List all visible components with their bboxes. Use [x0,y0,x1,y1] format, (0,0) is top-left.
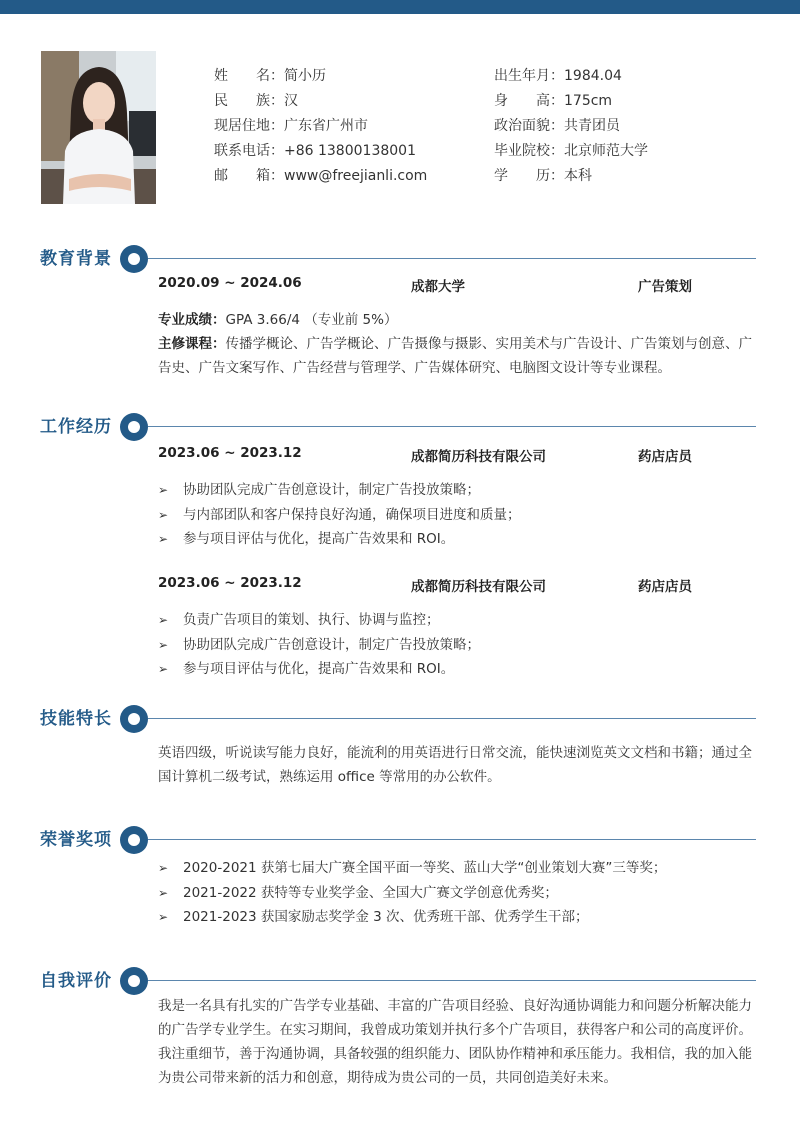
entry-date: 2023.06 ~ 2023.12 [158,575,302,591]
info-value: 共青团员 [564,118,620,134]
list-item [158,527,758,552]
honors-list [158,856,758,930]
entry-role: 药店店员 [638,579,692,595]
colon: ： [270,93,284,109]
circle-ring-icon [120,967,148,995]
info-label: 毕业院校 [494,143,550,159]
arrow-bullet-icon: ➢ [158,662,169,676]
education-entry-header [158,275,758,295]
circle-ring-icon [120,826,148,854]
entry-role: 药店店员 [638,449,692,465]
info-political [494,114,648,139]
section-divider [148,718,756,719]
info-degree [494,164,648,189]
colon: ： [550,93,564,109]
section-self-evaluation [40,966,756,996]
colon: ： [270,118,284,134]
list-item [158,905,758,930]
entry-major: 广告策划 [638,279,692,295]
info-label: 联系电话 [214,143,270,159]
list-item [158,657,758,682]
entry-company: 成都简历科技有限公司 [411,579,546,595]
entry-school: 成都大学 [411,279,465,295]
info-value: 1984.04 [564,68,622,84]
arrow-bullet-icon: ➢ [158,861,169,875]
honor-text: 2020-2021 获第七届大广赛全国平面一等奖、蓝山大学“创业策划大赛”三等奖； [183,860,667,876]
info-value: 本科 [564,168,592,184]
arrow-bullet-icon: ➢ [158,637,169,652]
section-divider [148,426,756,427]
list-item [158,608,758,633]
courses-line [158,332,758,380]
section-title: 技能特长 [40,709,112,729]
basic-info-left [214,64,427,189]
info-label: 现居住地 [214,118,270,134]
info-residence [214,114,427,139]
courses-label: 主修课程： [158,336,226,352]
circle-ring-icon [120,413,148,441]
colon: ： [270,168,284,184]
entry-date: 2023.06 ~ 2023.12 [158,445,302,461]
colon: ： [550,68,564,84]
circle-ring-icon [120,705,148,733]
info-label: 姓名 [214,68,270,84]
section-title: 工作经历 [40,417,112,437]
skills-text: 英语四级，听说读写能力良好，能流利的用英语进行日常交流，能快速浏览英文文档和书籍；通过全国计算机二级考试，熟练运用 office 等常用的办公软件。 [158,745,752,785]
portrait-image [41,51,156,204]
section-work [40,412,756,442]
info-value: 175cm [564,93,613,109]
arrow-bullet-icon: ➢ [158,885,169,900]
info-value: 汉 [284,93,298,109]
honor-text: 2021-2022 获特等专业奖学金、全国大广赛文学创意优秀奖； [183,884,558,901]
info-label: 民族 [214,93,270,109]
job-entry-header [158,575,758,595]
job-duties-list [158,478,758,552]
profile-photo [41,51,156,204]
list-item [158,633,758,658]
duty-text: 协助团队完成广告创意设计，制定广告投放策略； [183,482,480,498]
info-ethnicity [214,89,427,114]
top-accent-bar [0,0,800,14]
duty-text: 负责广告项目的策划、执行、协调与监控； [183,612,440,628]
colon: ： [270,143,284,159]
info-label: 政治面貌 [494,118,550,134]
info-label: 出生年月 [494,68,550,84]
section-divider [148,258,756,259]
entry-date: 2020.09 ~ 2024.06 [158,275,302,291]
colon: ： [270,68,284,84]
info-label: 学历 [494,168,550,184]
info-value: 北京师范大学 [564,143,648,159]
info-email [214,164,427,189]
colon: ： [550,118,564,134]
duty-text: 协助团队完成广告创意设计，制定广告投放策略； [183,636,480,653]
arrow-bullet-icon: ➢ [158,532,169,546]
grade-value: GPA 3.66/4 （专业前 5%） [225,312,398,328]
arrow-bullet-icon: ➢ [158,483,169,497]
section-title: 荣誉奖项 [40,830,112,850]
info-name [214,64,427,89]
list-item [158,503,758,528]
education-details [158,308,758,380]
section-divider [148,839,756,840]
info-birth [494,64,648,89]
courses-value: 传播学概论、广告学概论、广告摄像与摄影、实用美术与广告设计、广告策划与创意、广告史、广告文案写作、广告经营与管理学、广告媒体研究、电脑图文设计等专业课程。 [158,336,752,376]
grade-label: 专业成绩： [158,312,226,328]
circle-ring-icon [120,245,148,273]
info-height [494,89,648,114]
info-label: 邮箱 [214,168,270,184]
list-item [158,856,758,881]
info-phone [214,139,427,164]
list-item [158,478,758,503]
section-title: 自我评价 [40,971,112,991]
arrow-bullet-icon: ➢ [158,613,169,627]
job-entry-header [158,445,758,465]
info-label: 身高 [494,93,550,109]
info-value: 广东省广州市 [284,118,368,134]
colon: ： [550,143,564,159]
section-skills [40,704,756,734]
info-value: www@freejianli.com [284,168,428,184]
self-evaluation-text: 我是一名具有扎实的广告学专业基础、丰富的广告项目经验、良好沟通协调能力和问题分析解决能力的广告学专业学生。在实习期间，我曾成功策划并执行多个广告项目，获得客户和公司的高度评价。我注重细节，善于沟通协调，具备较强的组织能力、团队协作精神和承压能力。我相信，我的加入能为贵公司带来新的活力和创意，期待成为贵公司的一员，共同创造美好未来。 [158,998,752,1086]
info-school [494,139,648,164]
section-divider [148,980,756,981]
arrow-bullet-icon: ➢ [158,910,169,924]
honor-text: 2021-2023 获国家励志奖学金 3 次、优秀班干部、优秀学生干部； [183,909,589,925]
basic-info-right [494,64,648,189]
section-title: 教育背景 [40,249,112,269]
duty-text: 参与项目评估与优化，提高广告效果和 ROI。 [183,531,455,547]
list-item [158,881,758,906]
arrow-bullet-icon: ➢ [158,507,169,522]
job-duties-list [158,608,758,682]
duty-text: 与内部团队和客户保持良好沟通，确保项目进度和质量； [183,506,521,523]
colon: ： [550,168,564,184]
info-value: +86 13800138001 [284,143,416,159]
info-value: 简小历 [284,68,326,84]
duty-text: 参与项目评估与优化，提高广告效果和 ROI。 [183,661,455,677]
grade-line [158,308,758,332]
section-education [40,244,756,274]
section-honors [40,825,756,855]
entry-company: 成都简历科技有限公司 [411,449,546,465]
